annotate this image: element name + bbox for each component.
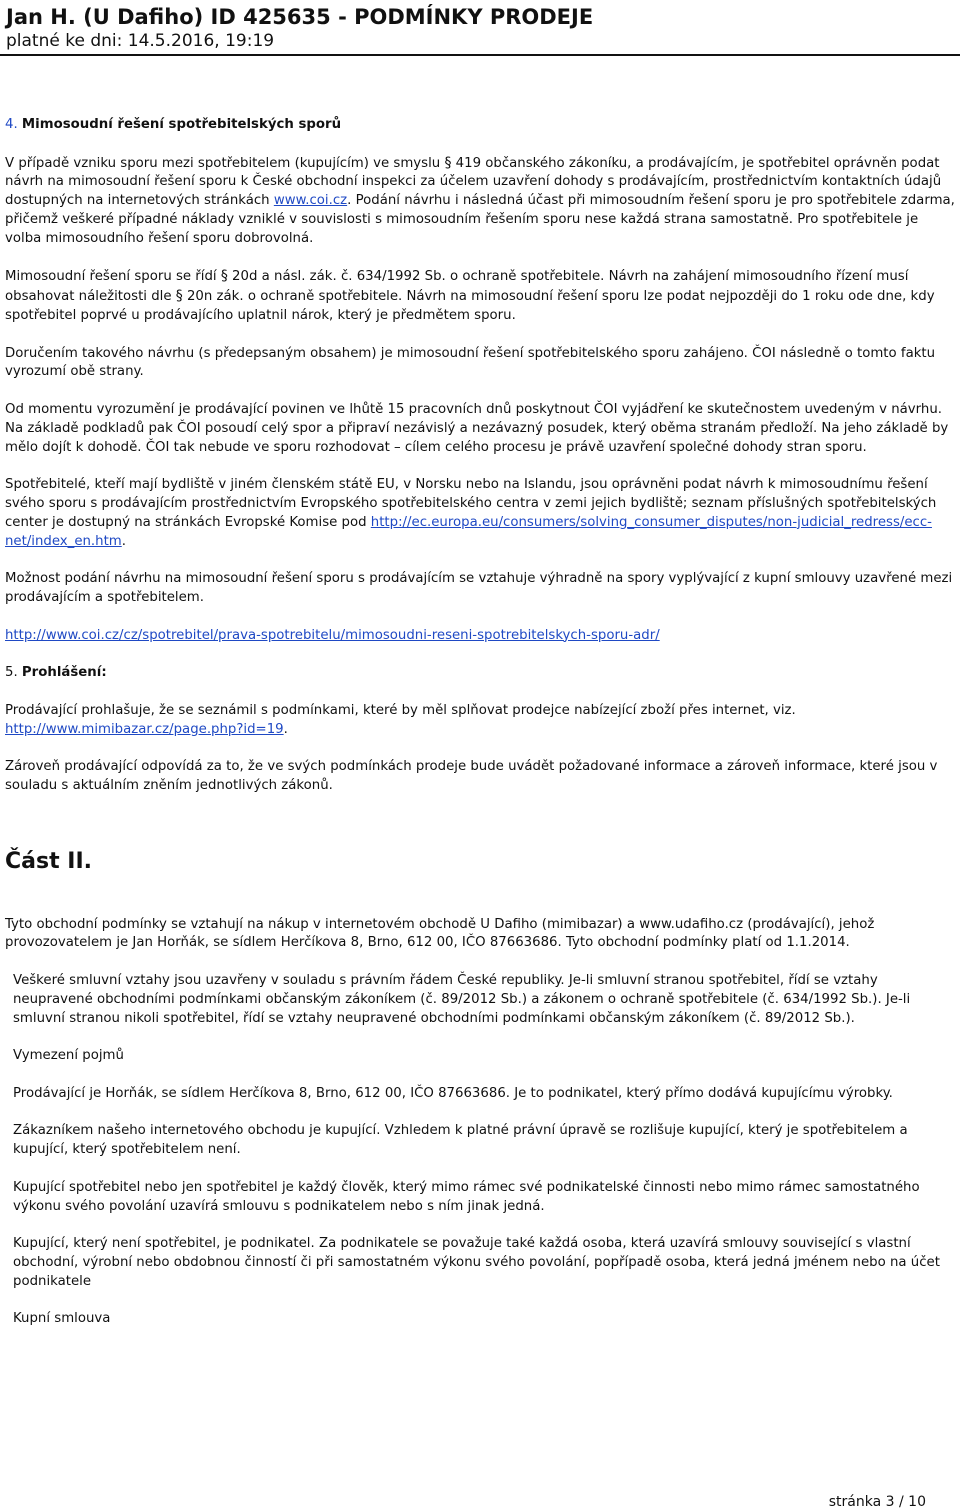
definitions-heading: Vymezení pojmů [13,1048,124,1064]
valid-date: platné ke dni: 14.5.2016, 19:19 [6,31,275,51]
section-4-title: Mimosoudní řešení spotřebitelských sporů [21,117,342,132]
coi-adr-link[interactable]: http://www.coi.cz/cz/spotrebitel/prava-spotrebitelu/mimosoudni-reseni-spotrebitelskych-sporu-adr/ [5,627,660,643]
part-2-paragraph-entrepreneur: Kupující, který není spotřebitel, je podnikatel. Za podnikatele se považuje také každá osoba, která uzavírá smlouvy související s vlastní obchodní, výrobní nebo obdobnou činností či při samostatném výkonu svého povolání, popřípadě osoba, která jedná jménem nebo na účet podnikatele [13,1236,940,1289]
document-header [0,0,960,56]
part-2-paragraph-1: Tyto obchodní podmínky se vztahují na nákup v internetovém obchodě U Dafiho (mimibazar) a www.udafiho.cz (prodávající), jehož provozovatelem je Jan Horňák, se sídlem Herčíkova 8, Brno, 612 00, IČO 87663686. Tyto obchodní podmínky platí od 1.1.2014. [5,916,875,951]
section-5-number: 5. [5,665,18,681]
section-sign: § [175,288,183,305]
document-body [5,116,955,1348]
section-5-title: Prohlášení: [21,665,107,681]
section-5-heading [5,664,955,683]
page-number: stránka 3 / 10 [828,1494,926,1510]
section-4-paragraph-6: Možnost podání návrhu na mimosoudní řešení sporu s prodávajícím se vztahuje výhradně na spory vyplývající z kupní smlouvy uzavřené mezi prodávajícím a spotřebitelem. [5,571,953,605]
section-4-paragraph-2: Mimosoudní řešení sporu se řídí § 20d a násl. zák. č. 634/1992 Sb. o ochraně spotřebitele. Návrh na zahájení mimosoudního řízení musí obsahovat náležitosti dle § 20n zák. o ochraně spotřebitele. Návrh na mimosoudní řešení sporu lze podat nejpozději do 1 roku ode dne, kdy spotřebitel poprvé u prodávajícího uplatnil nárok, který je předmětem sporu. [5,268,935,323]
purchase-contract-heading: Kupní smlouva [13,1311,111,1327]
section-sign: § [444,154,452,171]
part-2-title: Část II. [5,848,92,874]
document-title: Jan H. (U Dafiho) ID 425635 - PODMÍNKY PRODEJE [6,5,594,29]
section-5-paragraph-1: Prodávající prohlašuje, že se seznámil s podmínkami, které by měl splňovat prodejce nabízející zboží přes internet, viz. http://www.mimibazar.cz/page.php?id=19. [5,702,796,737]
mimibazar-link[interactable]: http://www.mimibazar.cz/page.php?id=19 [5,721,284,737]
section-4-number: 4. [5,117,18,132]
part-2-paragraph-customer: Zákazníkem našeho internetového obchodu je kupující. Vzhledem k platné právní úpravě se rozlišuje kupující, který je spotřebitelem a kupující, který spotřebitelem není. [13,1123,908,1158]
section-4-paragraph-1: V případě vzniku sporu mezi spotřebitelem (kupujícím) ve smyslu § 419 občanského zákoníku, a prodávajícím, je spotřebitel oprávněn podat návrh na mimosoudní řešení sporu k České obchodní inspekci za účelem uzavření dohody s prodávajícím, prostřednictvím kontaktních údajů dostupných na internetových stránkách www.coi.cz. Podání návrhu i následná účast při mimosoudním řešení sporu je pro spotřebitele zdarma, přičemž veškeré případné náklady vzniklé v souvislosti s mimosoudním řešením sporu nese každá strana samostatně. Pro spotřebitele je volba mimosoudního řešení sporu dobrovolná. [5,154,955,246]
part-2-paragraph-2: Veškeré smluvní vztahy jsou uzavřeny v souladu s právním řádem České republiky. Je-li smluvní stranou spotřebitel, řídí se vztahy neupravené obchodními podmínkami občanským zákoníkem (č. 89/2012 Sb.) a zákonem o ochraně spotřebitele (č. 634/1992 Sb.). Je-li smluvní stranou nikoli spotřebitel, řídí se vztahy neupravené obchodními podmínkami občanským zákoníkem (č. 89/2012 Sb.). [13,973,911,1026]
section-4-paragraph-5: Spotřebitelé, kteří mají bydliště v jiném členském státě EU, v Norsku nebo na Islandu, jsou oprávněni podat návrh k mimosoudnímu řešení svého sporu s prodávajícím prostřednictvím Evropského spotřebitelského centra v zemi jejich bydliště; seznam příslušných spotřebitelských center je dostupný na stránkách Evropské Komise pod http://ec.europa.eu/consumers/solving_consumer_disputes/non-judicial_redress/ecc-net/index_en.htm. [5,477,937,549]
coi-link[interactable]: www.coi.cz [273,193,348,209]
section-4-paragraph-4: Od momentu vyrozumění je prodávající povinen ve lhůtě 15 pracovních dnů poskytnout ČOI vyjádření ke skutečnostem uvedeným v návrhu. Na základě podkladů pak ČOI posoudí celý spor a připraví nezávislý a nezávazný posudek, který oběma stranám předloží. Na jeho základě by mělo dojít k dohodě. ČOI tak nebude ve sporu rozhodovat – cílem celého procesu je právě uzavření společné dohody stran sporu. [5,401,949,455]
section-5-paragraph-2: Zároveň prodávající odpovídá za to, že ve svých podmínkách prodeje bude uvádět požadované informace a zároveň informace, které jsou v souladu s aktuálním zněním jednotlivých zákonů. [5,759,938,793]
section-sign: § [220,268,228,285]
section-4-paragraph-7 [5,627,955,646]
ecc-net-link[interactable]: http://ec.europa.eu/consumers/solving_consumer_disputes/non-judicial_redress/ecc-net/index_en.htm [5,514,932,549]
section-4-paragraph-3: Doručením takového návrhu (s předepsaným obsahem) je mimosoudní řešení spotřebitelského sporu zahájeno. ČOI následně o tomto faktu vyrozumí obě strany. [5,345,936,380]
section-4-heading [5,116,955,135]
part-2-paragraph-consumer: Kupující spotřebitel nebo jen spotřebitel je každý člověk, který mimo rámec své podnikatelské činnosti nebo mimo rámec samostatného výkonu svého povolání uzavírá smlouvu s podnikatelem nebo s ním jinak jedná. [13,1179,920,1214]
part-2-paragraph-seller: Prodávající je Horňák, se sídlem Herčíkova 8, Brno, 612 00, IČO 87663686. Je to podnikatel, který přímo dodává kupujícímu výrobky. [13,1085,893,1101]
